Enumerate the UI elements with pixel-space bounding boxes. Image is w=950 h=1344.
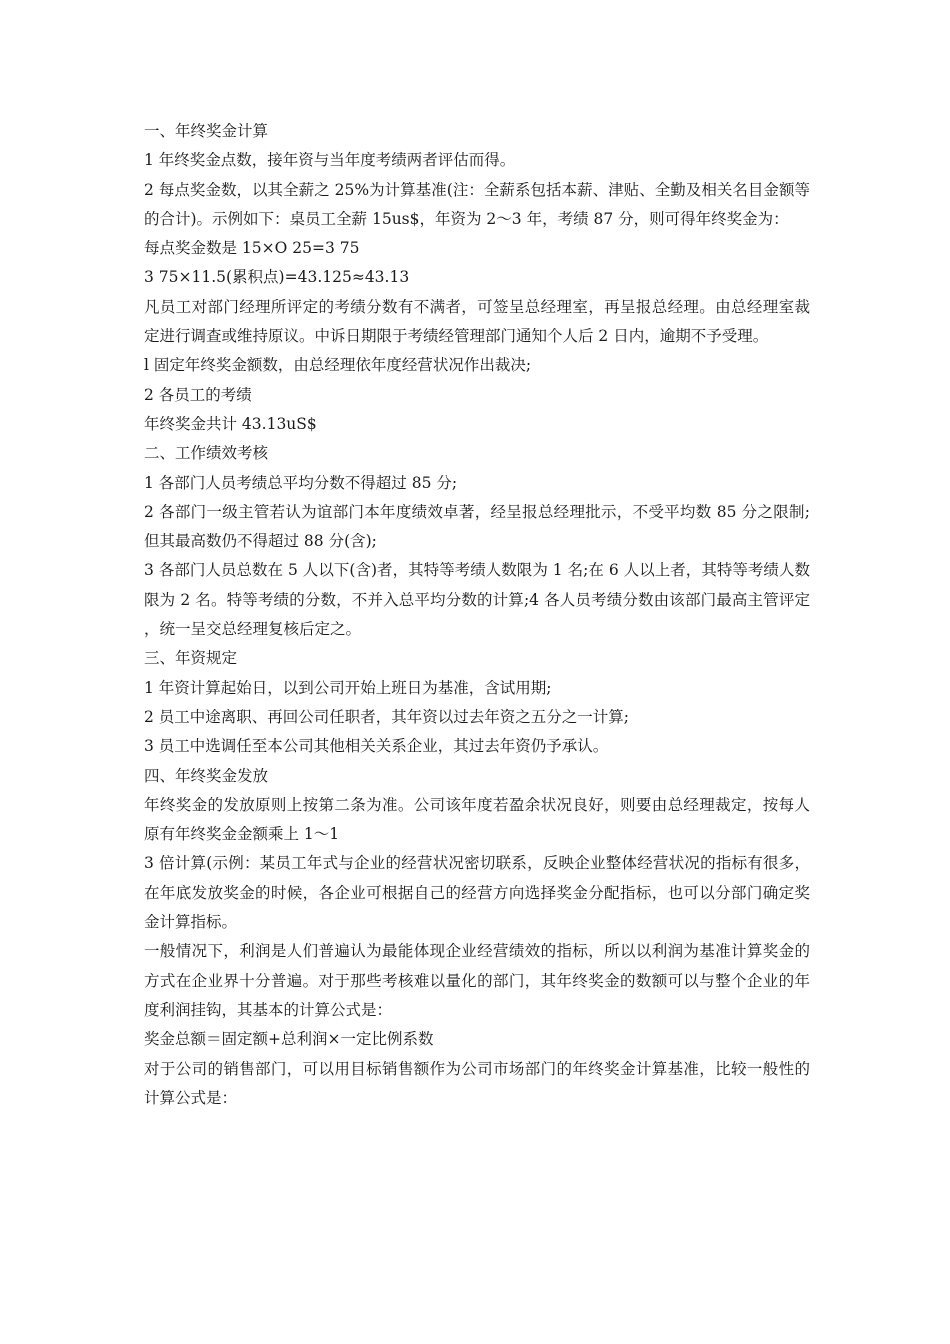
section-heading-4: 四、年终奖金发放 [144, 766, 269, 785]
paragraph: 年终奖金的发放原则上按第二条为准。公司该年度若盈余状况良好，则要由总经理裁定，按每人原有年终奖金金额乘上 1～1 [144, 795, 810, 844]
paragraph: 3 各部门人员总数在 5 人以下(含)者，其特等考绩人数限为 1 名;在 6 人以上者，其特等考绩人数限为 2 名。特等考绩的分数，不并入总平均分数的计算;4 各人员考绩分数由该部门最高主管评定，统一呈交总经理复核后定之。 [144, 561, 810, 639]
paragraph: 3 员工中选调任至本公司其他相关关系企业，其过去年资仍予承认。 [144, 737, 609, 756]
paragraph: 3 75×11.5(累积点)=43.125≈43.13 [144, 268, 410, 287]
paragraph: 1 各部门人员考绩总平均分数不得超过 85 分; [144, 473, 458, 492]
document-body [144, 117, 810, 1113]
paragraph: l 固定年终奖金额数，由总经理依年度经营状况作出裁决; [144, 356, 532, 375]
paragraph: 对于公司的销售部门，可以用目标销售额作为公司市场部门的年终奖金计算基准，比较一般性的计算公式是： [144, 1059, 810, 1107]
section-heading-2: 二、工作绩效考核 [144, 444, 269, 463]
formula: 奖金总额＝固定额+总利润×一定比例系数 [144, 1030, 434, 1049]
paragraph: 每点奖金数是 15×O 25=3 75 [144, 239, 360, 258]
paragraph: 3 倍计算(示例：某员工年式与企业的经营状况密切联系，反映企业整体经营状况的指标有很多，在年底发放奖金的时候，各企业可根据自己的经营方向选择奖金分配指标，也可以分部门确定奖金计算指标。 [144, 854, 810, 932]
paragraph: 2 员工中途离职、再回公司任职者，其年资以过去年资之五分之一计算; [144, 707, 630, 726]
paragraph: 年终奖金共计 43.13uS$ [144, 414, 317, 433]
paragraph: 2 各员工的考绩 [144, 385, 252, 404]
paragraph: 1 年资计算起始日，以到公司开始上班日为基准，含试用期; [144, 678, 552, 697]
section-heading-1: 一、年终奖金计算 [144, 122, 269, 140]
paragraph: 凡员工对部门经理所评定的考绩分数有不满者，可签呈总经理室，再呈报总经理。由总经理室裁定进行调查或维持原议。中诉日期限于考绩经管理部门通知个人后 2 日内，逾期不予受理。 [144, 297, 810, 346]
paragraph: 2 各部门一级主管若认为谊部门本年度绩效卓著，经呈报总经理批示，不受平均数 85 分之限制;但其最高数仍不得超过 88 分(含); [144, 502, 810, 551]
paragraph: 一般情况下，利润是人们普遍认为最能体现企业经营绩效的指标，所以以利润为基准计算奖金的方式在企业界十分普遍。对于那些考核难以量化的部门，其年终奖金的数额可以与整个企业的年度利润挂钩，其基本的计算公式是： [144, 942, 810, 1019]
paragraph: 1 年终奖金点数，接年资与当年度考绩两者评估而得。 [144, 151, 516, 170]
section-heading-3: 三、年资规定 [144, 649, 238, 668]
paragraph: 2 每点奖金数，以其全薪之 25%为计算基准(注：全薪系包括本薪、津贴、全勤及相关名目金额等的合计)。示例如下：桌员工全薪 15us$，年资为 2～3 年，考绩 87 分，则可得年终奖金为： [144, 180, 810, 228]
